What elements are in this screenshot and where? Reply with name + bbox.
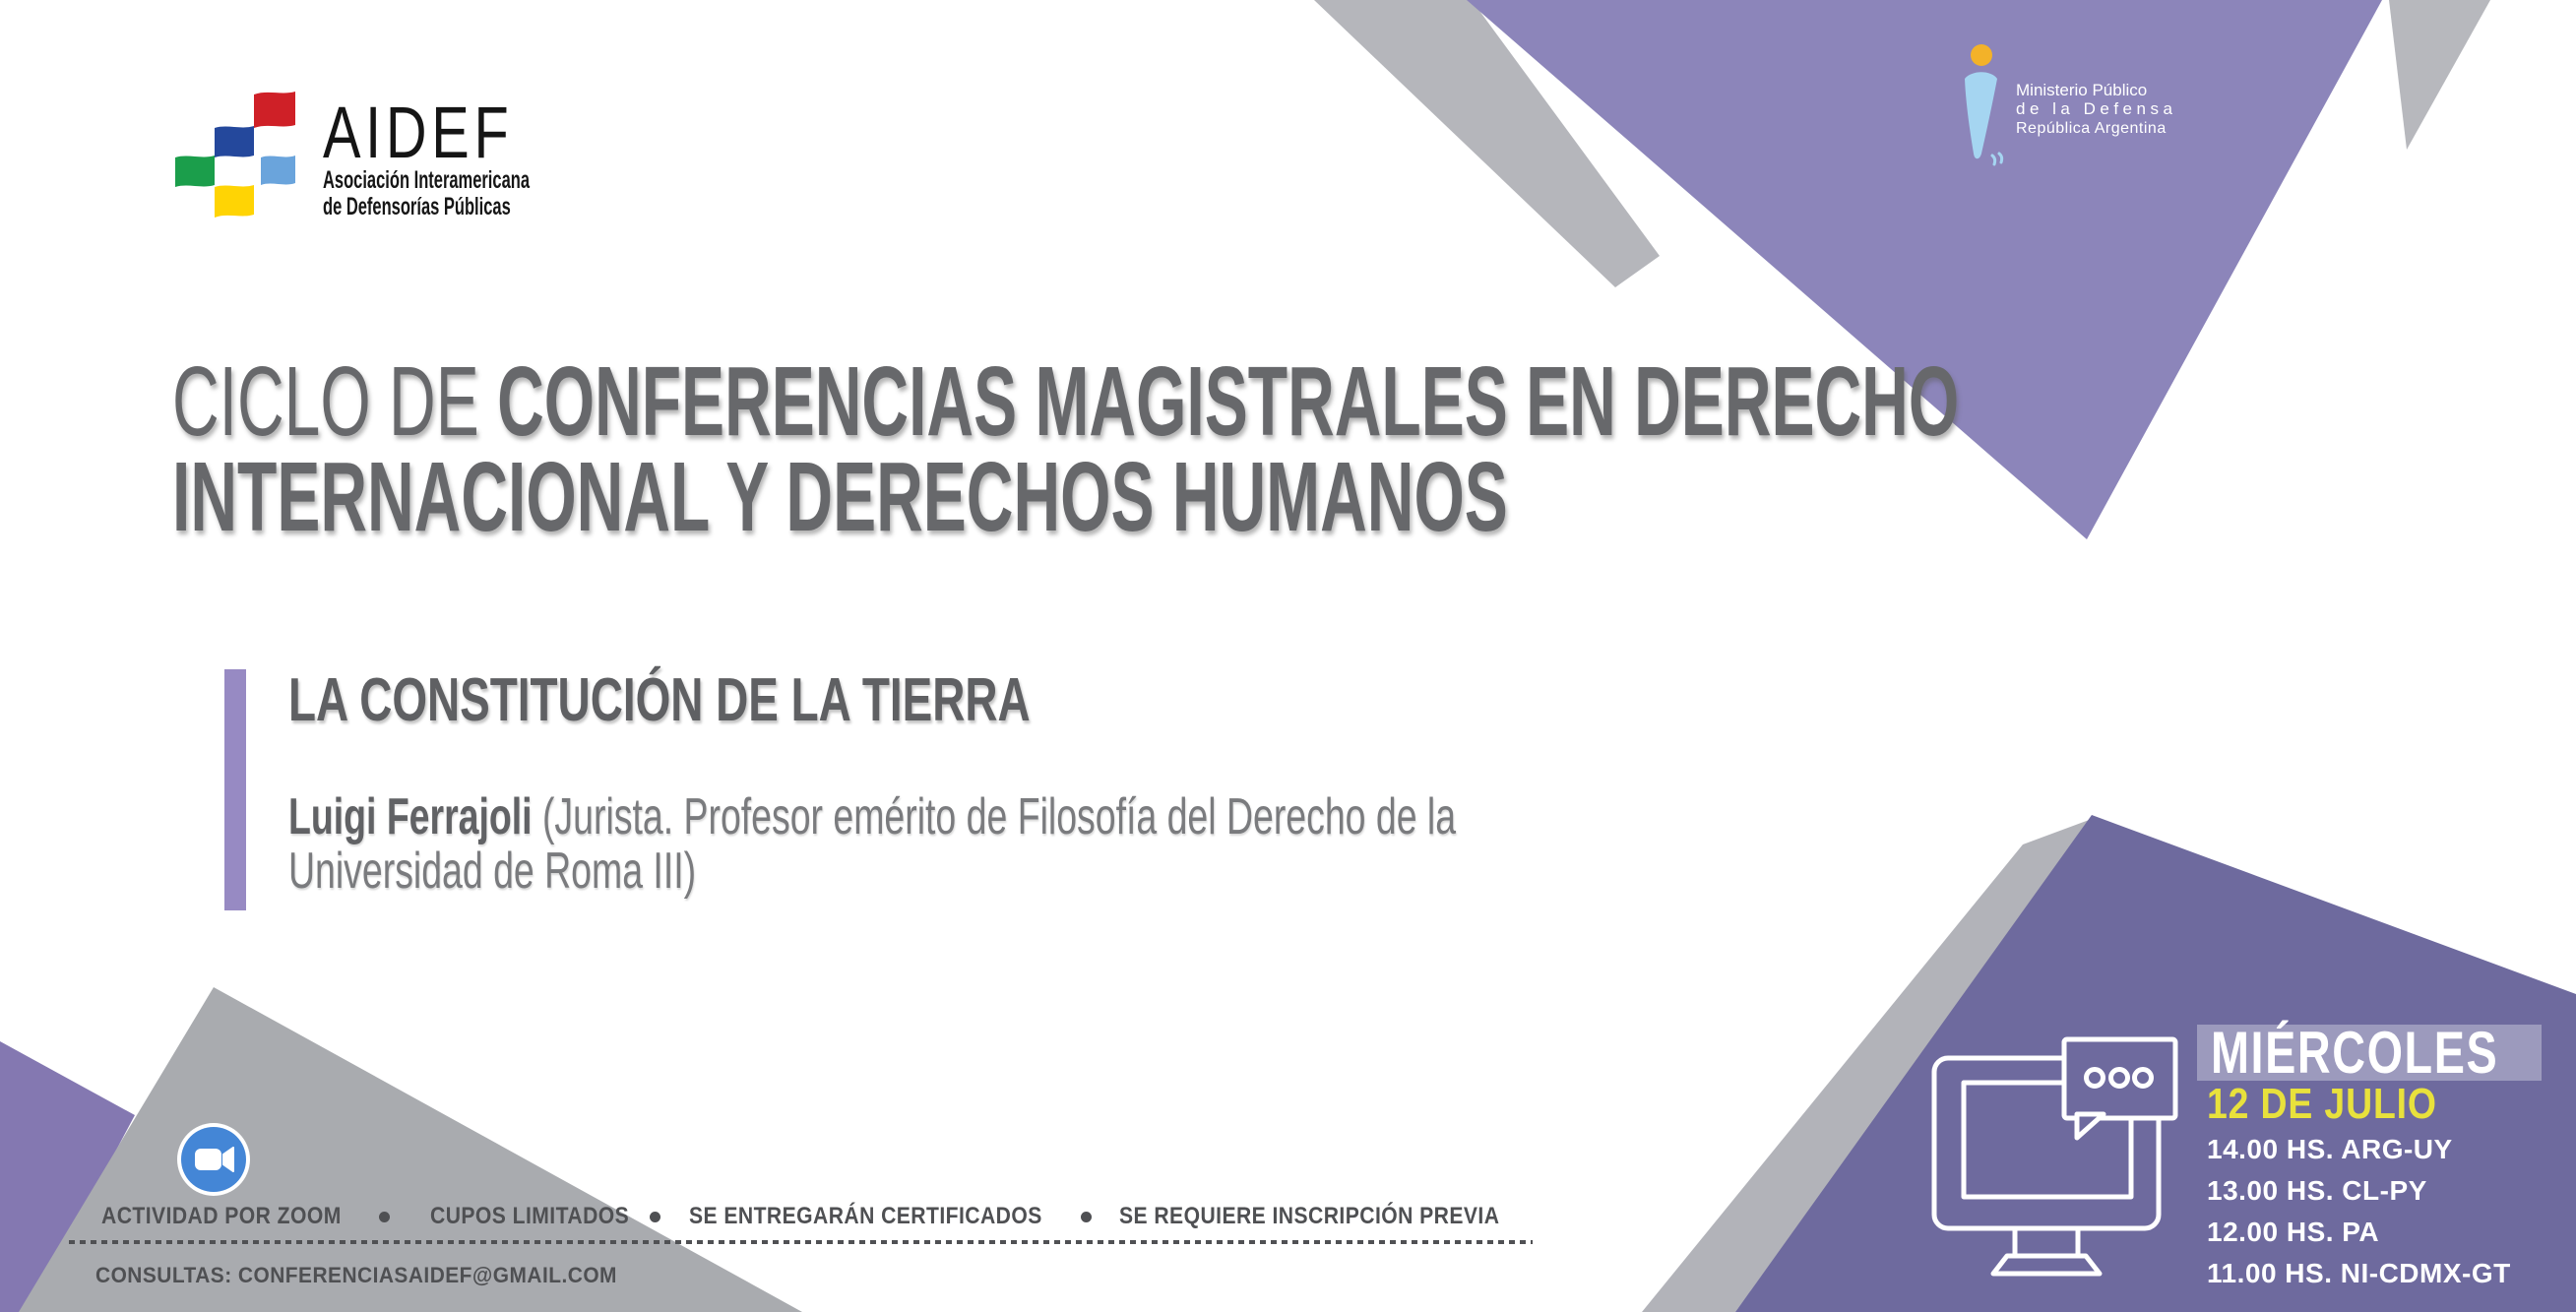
schedule-time-row: 14.00 HS. ARG-UY: [2207, 1134, 2453, 1164]
speaker-description-line2: Universidad de Roma III): [288, 843, 697, 900]
schedule-time-row: 12.00 HS. PA: [2207, 1217, 2380, 1247]
aidef-subtitle-line1: Asociación Interamericana: [323, 166, 531, 194]
zoom-video-camera-icon: [176, 1122, 251, 1197]
footer-item-certificados: SE ENTREGARÁN CERTIFICADOS: [689, 1203, 1042, 1229]
bullet-separator: [650, 1212, 660, 1222]
bullet-separator: [379, 1212, 390, 1222]
purple-accent-bar: [224, 669, 246, 910]
aidef-wordmark: AIDEF: [323, 92, 514, 173]
speaker-description-line1: (Jurista. Profesor emérito de Filosofía del Derecho de la: [541, 788, 1457, 845]
footer-item-zoom: ACTIVIDAD POR ZOOM: [101, 1203, 342, 1229]
main-title-line2: INTERNACIONAL Y DERECHOS HUMANOS: [172, 442, 1508, 552]
event-title: LA CONSTITUCIÓN DE LA TIERRA: [288, 666, 1031, 734]
aidef-subtitle-line2: de Defensorías Públicas: [323, 193, 511, 220]
ministry-name-line2: de la Defensa: [2016, 99, 2177, 118]
schedule-time-row: 13.00 HS. CL-PY: [2207, 1175, 2427, 1206]
aidef-flags-icon: [172, 87, 300, 224]
speaker-line1: [288, 790, 1456, 844]
main-title-line1-bold: CONFERENCIAS MAGISTRALES EN DERECHO: [497, 346, 1960, 457]
bullet-separator: [1081, 1212, 1092, 1222]
schedule-time-row: 11.00 HS. NI-CDMX-GT: [2207, 1258, 2511, 1288]
consultas-email: CONSULTAS: CONFERENCIASAIDEF@GMAIL.COM: [95, 1263, 617, 1287]
dotted-divider: [69, 1240, 1533, 1244]
schedule-date: 12 DE JULIO: [2207, 1080, 2437, 1128]
speaker-name: Luigi Ferrajoli: [288, 788, 533, 845]
ministry-name-line3: República Argentina: [2016, 120, 2167, 137]
footer-item-cupos: CUPOS LIMITADOS: [430, 1203, 630, 1229]
ministry-person-figure-icon: [1962, 43, 2013, 173]
schedule-day: MIÉRCOLES: [2211, 1020, 2499, 1086]
schedule-times: [2207, 1129, 2511, 1294]
main-title-prefix: CICLO DE: [172, 346, 479, 457]
ministry-name-line1: Ministerio Público: [2016, 81, 2148, 99]
main-title-line1: [172, 346, 1960, 457]
top-right-gray-triangle: [2389, 0, 2490, 150]
monitor-chat-icon: [1924, 1031, 2185, 1280]
footer-item-inscripcion: SE REQUIERE INSCRIPCIÓN PREVIA: [1119, 1203, 1500, 1229]
